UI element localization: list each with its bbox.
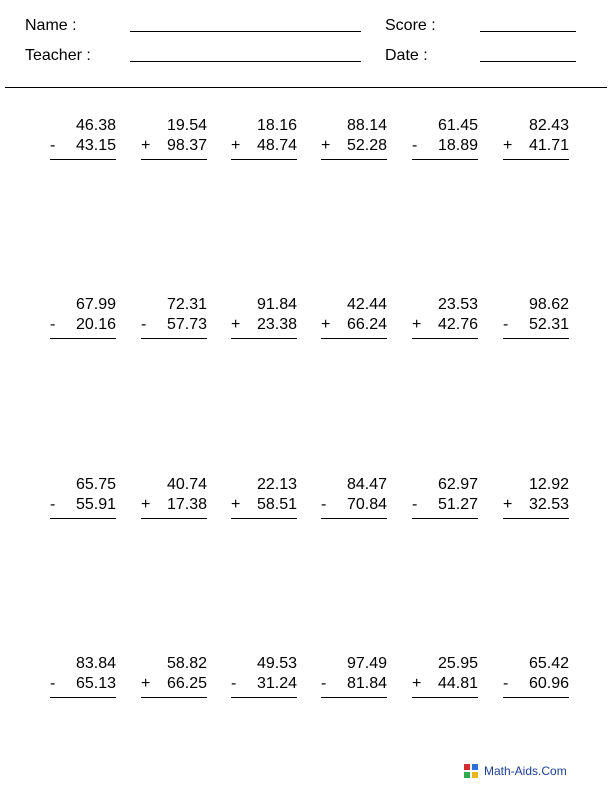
problem-bottom-number: 57.73 — [166, 316, 207, 333]
problem-r3-c4 — [321, 475, 387, 519]
answer-rule — [412, 518, 478, 519]
problem-top-number: 72.31 — [166, 296, 207, 313]
date-label: Date : — [385, 47, 428, 64]
problem-bottom-line — [231, 136, 297, 156]
problem-bottom-number: 20.16 — [75, 316, 116, 333]
problem-bottom-line — [231, 674, 297, 694]
problem-r1-c5 — [412, 116, 478, 160]
teacher-label: Teacher : — [25, 47, 91, 64]
operator-sign: - — [503, 316, 509, 333]
operator-sign: + — [321, 316, 331, 333]
operator-sign: + — [321, 137, 331, 154]
answer-rule — [503, 697, 569, 698]
operator-sign: - — [231, 675, 237, 692]
operator-sign: + — [141, 675, 151, 692]
problem-bottom-line — [141, 136, 207, 156]
answer-rule — [231, 518, 297, 519]
problem-r2-c2 — [141, 295, 207, 339]
problem-bottom-number: 55.91 — [75, 496, 116, 513]
score-field[interactable] — [480, 31, 576, 32]
operator-sign: - — [50, 675, 56, 692]
operator-sign: + — [231, 137, 241, 154]
problem-bottom-line — [503, 136, 569, 156]
answer-rule — [50, 159, 116, 160]
problem-top-number: 42.44 — [346, 296, 387, 313]
logo-square-2 — [472, 764, 478, 770]
problem-top-number: 22.13 — [256, 476, 297, 493]
problem-bottom-number: 48.74 — [256, 137, 297, 154]
problem-r3-c5 — [412, 475, 478, 519]
problem-top-number: 49.53 — [256, 655, 297, 672]
problem-bottom-line — [141, 495, 207, 515]
problem-top-number: 98.62 — [528, 296, 569, 313]
problem-bottom-line — [50, 315, 116, 335]
problem-top-number: 40.74 — [166, 476, 207, 493]
name-field[interactable] — [130, 31, 361, 32]
problem-top-number: 82.43 — [528, 117, 569, 134]
problem-bottom-number: 66.24 — [346, 316, 387, 333]
answer-rule — [141, 159, 207, 160]
operator-sign: + — [141, 496, 151, 513]
problem-bottom-number: 81.84 — [346, 675, 387, 692]
operator-sign: - — [50, 137, 56, 154]
problem-r3-c6 — [503, 475, 569, 519]
problem-r1-c2 — [141, 116, 207, 160]
problem-bottom-number: 42.76 — [437, 316, 478, 333]
operator-sign: - — [412, 137, 418, 154]
problem-bottom-number: 98.37 — [166, 137, 207, 154]
operator-sign: + — [412, 675, 422, 692]
problem-r2-c5 — [412, 295, 478, 339]
problem-top-number: 91.84 — [256, 296, 297, 313]
problem-r4-c5 — [412, 654, 478, 698]
problem-top-number: 18.16 — [256, 117, 297, 134]
answer-rule — [50, 518, 116, 519]
problem-bottom-line — [412, 136, 478, 156]
answer-rule — [503, 338, 569, 339]
problem-bottom-line — [412, 495, 478, 515]
problem-r4-c1 — [50, 654, 116, 698]
problem-bottom-line — [503, 315, 569, 335]
logo-square-3 — [464, 772, 470, 778]
problem-bottom-line — [231, 315, 297, 335]
problem-bottom-line — [231, 495, 297, 515]
problem-bottom-number: 23.38 — [256, 316, 297, 333]
problem-r2-c6 — [503, 295, 569, 339]
operator-sign: + — [231, 496, 241, 513]
problem-bottom-number: 58.51 — [256, 496, 297, 513]
problem-r2-c3 — [231, 295, 297, 339]
answer-rule — [231, 697, 297, 698]
answer-rule — [321, 697, 387, 698]
answer-rule — [412, 338, 478, 339]
problem-bottom-line — [321, 674, 387, 694]
problem-bottom-number: 52.31 — [528, 316, 569, 333]
problem-bottom-number: 60.96 — [528, 675, 569, 692]
logo-square-4 — [472, 772, 478, 778]
problem-top-number: 88.14 — [346, 117, 387, 134]
problem-bottom-line — [321, 315, 387, 335]
problem-bottom-number: 31.24 — [256, 675, 297, 692]
problem-r4-c2 — [141, 654, 207, 698]
problem-bottom-line — [321, 495, 387, 515]
brand-text: Math-Aids.Com — [484, 764, 567, 778]
problem-r2-c4 — [321, 295, 387, 339]
problem-r1-c1 — [50, 116, 116, 160]
problem-top-number: 61.45 — [437, 117, 478, 134]
problem-top-number: 67.99 — [75, 296, 116, 313]
score-label: Score : — [385, 17, 436, 34]
operator-sign: + — [412, 316, 422, 333]
operator-sign: - — [321, 496, 327, 513]
problem-bottom-line — [412, 674, 478, 694]
answer-rule — [141, 518, 207, 519]
problem-r1-c4 — [321, 116, 387, 160]
problem-bottom-number: 66.25 — [166, 675, 207, 692]
answer-rule — [231, 338, 297, 339]
operator-sign: - — [321, 675, 327, 692]
problem-r3-c2 — [141, 475, 207, 519]
answer-rule — [50, 697, 116, 698]
problem-bottom-number: 32.53 — [528, 496, 569, 513]
problem-bottom-number: 18.89 — [437, 137, 478, 154]
problem-bottom-line — [50, 136, 116, 156]
header-divider — [5, 87, 607, 88]
problem-r3-c3 — [231, 475, 297, 519]
problem-bottom-line — [503, 495, 569, 515]
problem-bottom-line — [503, 674, 569, 694]
problem-bottom-number: 17.38 — [166, 496, 207, 513]
operator-sign: + — [503, 496, 513, 513]
problem-bottom-number: 44.81 — [437, 675, 478, 692]
problem-top-number: 25.95 — [437, 655, 478, 672]
logo-square-1 — [464, 764, 470, 770]
problem-bottom-line — [141, 674, 207, 694]
operator-sign: + — [231, 316, 241, 333]
answer-rule — [412, 697, 478, 698]
operator-sign: - — [141, 316, 147, 333]
problem-r2-c1 — [50, 295, 116, 339]
footer-brand — [464, 764, 567, 778]
problem-bottom-line — [321, 136, 387, 156]
answer-rule — [141, 697, 207, 698]
problem-bottom-number: 51.27 — [437, 496, 478, 513]
problem-top-number: 84.47 — [346, 476, 387, 493]
problem-bottom-line — [50, 674, 116, 694]
answer-rule — [321, 518, 387, 519]
problem-bottom-number: 65.13 — [75, 675, 116, 692]
problem-top-number: 83.84 — [75, 655, 116, 672]
date-field[interactable] — [480, 61, 576, 62]
operator-sign: - — [50, 316, 56, 333]
answer-rule — [503, 159, 569, 160]
problem-bottom-line — [141, 315, 207, 335]
name-label: Name : — [25, 17, 77, 34]
answer-rule — [321, 159, 387, 160]
problem-r4-c6 — [503, 654, 569, 698]
operator-sign: - — [503, 675, 509, 692]
teacher-field[interactable] — [130, 61, 361, 62]
problem-bottom-line — [50, 495, 116, 515]
problem-top-number: 58.82 — [166, 655, 207, 672]
problem-top-number: 97.49 — [346, 655, 387, 672]
problem-top-number: 46.38 — [75, 117, 116, 134]
problem-r3-c1 — [50, 475, 116, 519]
answer-rule — [412, 159, 478, 160]
answer-rule — [503, 518, 569, 519]
math-aids-logo-icon — [464, 764, 478, 778]
problem-r4-c4 — [321, 654, 387, 698]
answer-rule — [141, 338, 207, 339]
problem-bottom-line — [412, 315, 478, 335]
problem-bottom-number: 43.15 — [75, 137, 116, 154]
answer-rule — [321, 338, 387, 339]
operator-sign: - — [50, 496, 56, 513]
operator-sign: + — [141, 137, 151, 154]
problem-bottom-number: 52.28 — [346, 137, 387, 154]
answer-rule — [231, 159, 297, 160]
problem-bottom-number: 41.71 — [528, 137, 569, 154]
problem-r4-c3 — [231, 654, 297, 698]
problem-bottom-number: 70.84 — [346, 496, 387, 513]
answer-rule — [50, 338, 116, 339]
problem-top-number: 62.97 — [437, 476, 478, 493]
operator-sign: + — [503, 137, 513, 154]
problem-top-number: 65.42 — [528, 655, 569, 672]
problem-r1-c6 — [503, 116, 569, 160]
problem-top-number: 23.53 — [437, 296, 478, 313]
problem-top-number: 19.54 — [166, 117, 207, 134]
problem-r1-c3 — [231, 116, 297, 160]
operator-sign: - — [412, 496, 418, 513]
problem-top-number: 12.92 — [528, 476, 569, 493]
problem-top-number: 65.75 — [75, 476, 116, 493]
